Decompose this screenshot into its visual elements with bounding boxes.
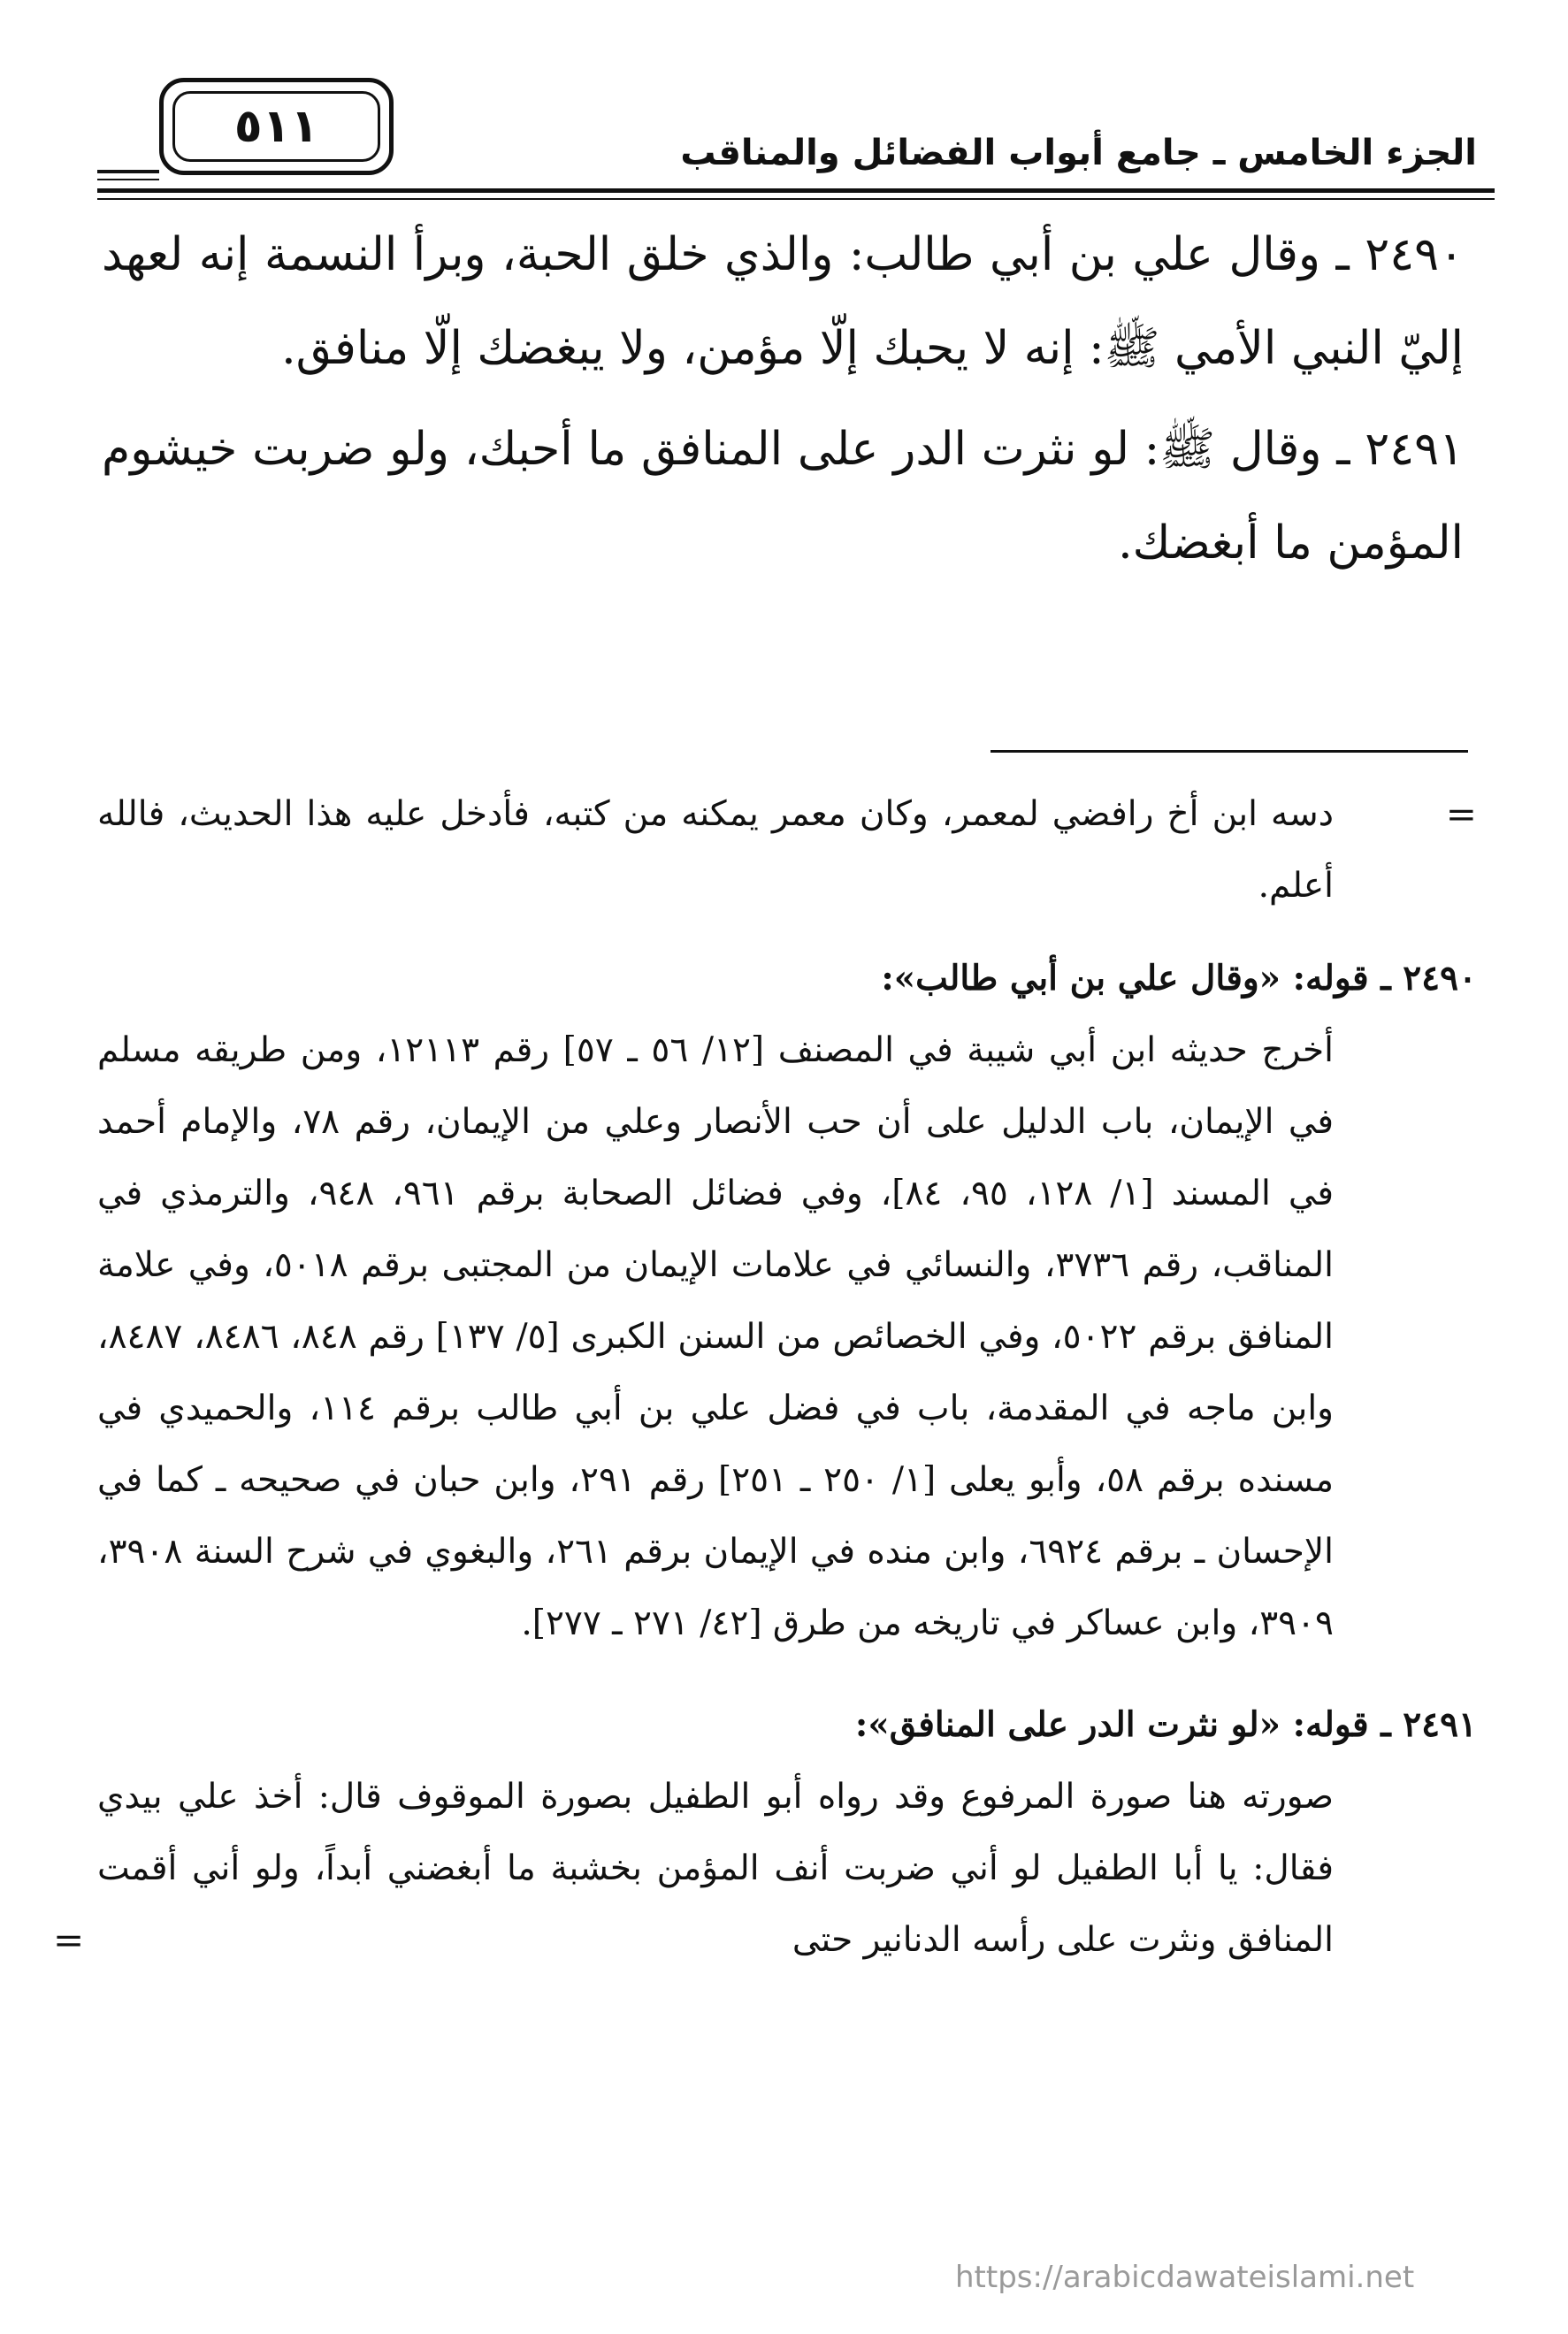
footnotes [53,778,1477,2006]
footnote-2491-body: صورته هنا صورة المرفوع وقد رواه أبو الطفيل بصورة الموقوف قال: أخذ علي بيدي فقال: يا أبا الطفيل لو أني ضربت أنف المؤمن بخشبة ما أبغضني أبداً، ولو أني أقمت المنافق ونثرت على رأسه الدنانير حتى [97,1777,1334,1960]
footnote-2491-title: ٢٤٩١ ـ قوله: «لو نثرت الدر على المنافق»: [854,1704,1477,1745]
header-rule-thin [97,198,1495,200]
hadith-2491: ٢٤٩١ ـ وقال ﷺ: لو نثرت الدر على المنافق ما أحبك، ولو ضربت خيشوم المؤمن ما أبغضك. [102,423,1464,570]
header-left-rule-thick [97,170,159,173]
footnote-2490-title: ٢٤٩٠ ـ قوله: «وقال علي بن أبي طالب»: [881,958,1477,999]
footnote-continuation [97,778,1477,922]
footnote-2491-body-wrap [53,1761,1477,1976]
footnote-divider [991,750,1468,753]
header-rule-thick [97,188,1495,193]
header-left-rule-thin [97,179,159,180]
continuation-text: دسه ابن أخ رافضي لمعمر، وكان معمر يمكنه من كتبه، فأدخل عليه هذا الحديث، فالله أعلم. [97,794,1334,906]
page-header [97,62,1477,173]
main-text [102,208,1464,597]
next-page-mark: = [53,1918,85,1962]
running-title: الجزء الخامس ـ جامع أبواب الفضائل والمناقب [680,133,1477,173]
page-number: ٥١١ [172,91,380,162]
page-number-frame [159,78,394,175]
footnote-2490-body: أخرج حديثه ابن أبي شيبة في المصنف [١٢/ ٥٦ ـ ٥٧] رقم ١٢١١٣، ومن طريقه مسلم في الإيمان، باب الدليل على أن حب الأنصار وعلي من الإيمان، رقم ٧٨، والإمام أحمد في المسند [١/ ١٢٨، ٩٥، ٨٤]، وفي فضائل الصحابة برقم ٩٦١، ٩٤٨، والترمذي في المناقب، رقم ٣٧٣٦، والنسائي في علامات الإيمان من المجتبى برقم ٥٠١٨، وفي علامة المنافق برقم ٥٠٢٢، وفي الخصائص من السنن الكبرى [٥/ ١٣٧] رقم ٨٤٨، ٨٤٨٦، ٨٤٨٧، وابن ماجه في المقدمة، باب في فضل علي بن أبي طالب برقم ١١٤، والحميدي في مسنده برقم ٥٨، وأبو يعلى [١/ ٢٥٠ ـ ٢٥١] رقم ٢٩١، وابن حبان في صحيحه ـ كما في الإحسان ـ برقم ٦٩٢٤، وابن منده في الإيمان برقم ٢٦١، والبغوي في شرح السنة ٣٩٠٨، ٣٩٠٩، وابن عساكر في تاريخه من طرق [٤٢/ ٢٧١ ـ ٢٧٧]. [97,1030,1335,1643]
watermark-url: https://arabicdawateislami.net [955,2260,1415,2295]
continuation-mark: = [1445,792,1477,836]
hadith-2490: ٢٤٩٠ ـ وقال علي بن أبي طالب: والذي خلق الحبة، وبرأ النسمة إنه لعهد إليّ النبي الأمي ﷺ: إنه لا يحبك إلّا مؤمن، ولا يبغضك إلّا منافق. [102,228,1464,375]
